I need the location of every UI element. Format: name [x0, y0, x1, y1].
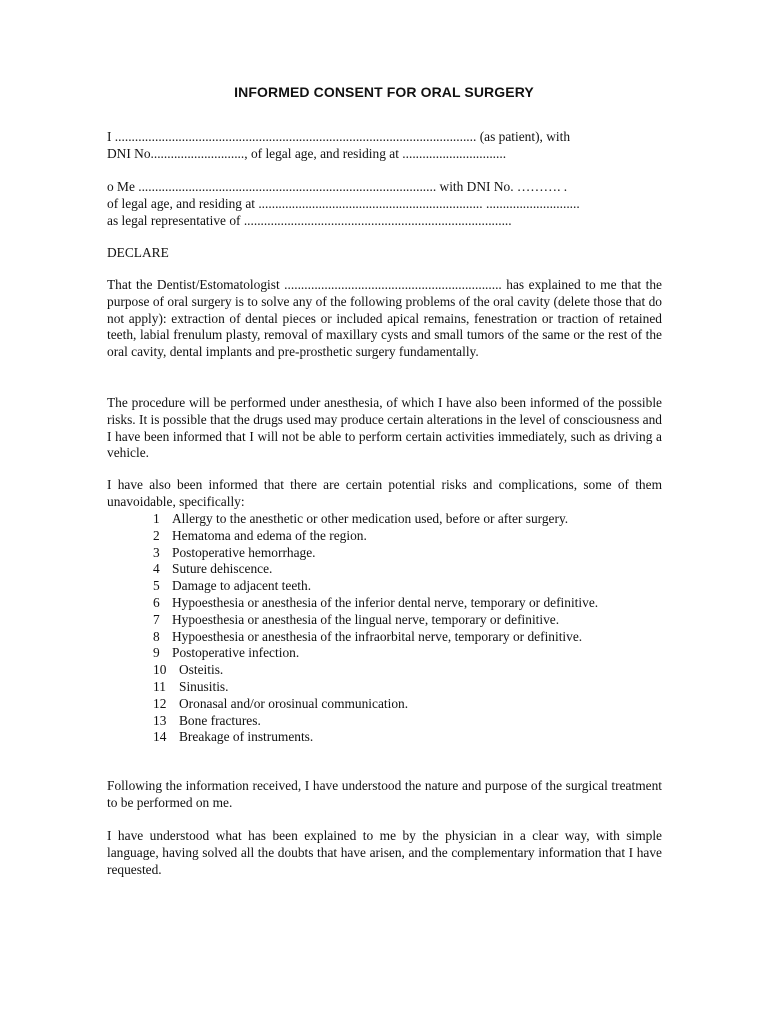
- document-title: INFORMED CONSENT FOR ORAL SURGERY: [234, 84, 534, 100]
- representative-address-line: of legal age, and residing at ................................................................... ............................: [107, 195, 580, 211]
- representative-name-line: o Me ......................................................................................... with DNI No. ………. .: [107, 179, 568, 194]
- list-item: 11 Sinusitis.: [153, 678, 229, 694]
- patient-dni-line: DNI No............................, of legal age, and residing at ...............................: [107, 145, 507, 161]
- paragraph-understood-nature: Following the information received, I have understood the nature and purpose of the surgical treatment to be performed on me.: [107, 778, 662, 810]
- patient-name-line: I ............................................................................................................ (as patient), with: [107, 129, 571, 144]
- declare-heading: DECLARE: [107, 245, 169, 260]
- list-item: 14 Breakage of instruments.: [153, 729, 314, 745]
- list-item: 2 Hematoma and edema of the region.: [153, 527, 367, 543]
- list-item: 8 Hypoesthesia or anesthesia of the infraorbital nerve, temporary or definitive.: [153, 628, 583, 644]
- paragraph-understood-clear: I have understood what has been explained to me by the physician in a clear way, with simple language, having solved all the doubts that have arisen, and the complementary information that I have requested.: [107, 828, 662, 877]
- representative-role-line: as legal representative of ................................................................................: [107, 212, 512, 228]
- paragraph-risks-intro: I have also been informed that there are certain potential risks and complications, some of them unavoidable, specifically:: [107, 477, 662, 509]
- list-item: 1 Allergy to the anesthetic or other medication used, before or after surgery.: [153, 511, 569, 526]
- list-item: 10 Osteitis.: [153, 662, 224, 678]
- list-item: 7 Hypoesthesia or anesthesia of the lingual nerve, temporary or definitive.: [153, 611, 560, 627]
- paragraph-explained: That the Dentist/Estomatologist ................................................................. has explained to me that the purpose of oral surgery is to solve any of the following problems of the oral cavity (delete those that do not apply): extraction of dental pieces or included apical remains, fenestration or traction of retained teeth, labial frenulum plasty, removal of maxillary cysts and small tumors of the same or the rest of the oral cavity, dental implants and pre-prosthetic surgery fundamentally.: [107, 277, 662, 360]
- list-item: 3 Postoperative hemorrhage.: [153, 544, 316, 560]
- list-item: 5 Damage to adjacent teeth.: [153, 578, 312, 594]
- risks-list: [153, 511, 662, 746]
- list-item: 6 Hypoesthesia or anesthesia of the inferior dental nerve, temporary or definitive.: [153, 594, 599, 610]
- representative-section: [107, 179, 662, 229]
- paragraph-anesthesia: The procedure will be performed under anesthesia, of which I have also been informed of the possible risks. It is possible that the drugs used may produce certain alterations in the level of consciousness and I have been informed that I will not be able to perform certain activities immediately, such as driving a vehicle.: [107, 395, 662, 461]
- patient-section: [107, 129, 662, 163]
- list-item: 9 Postoperative infection.: [153, 645, 300, 661]
- list-item: 12 Oronasal and/or orosinual communication.: [153, 695, 409, 711]
- list-item: 4 Suture dehiscence.: [153, 561, 273, 577]
- list-item: 13 Bone fractures.: [153, 712, 261, 728]
